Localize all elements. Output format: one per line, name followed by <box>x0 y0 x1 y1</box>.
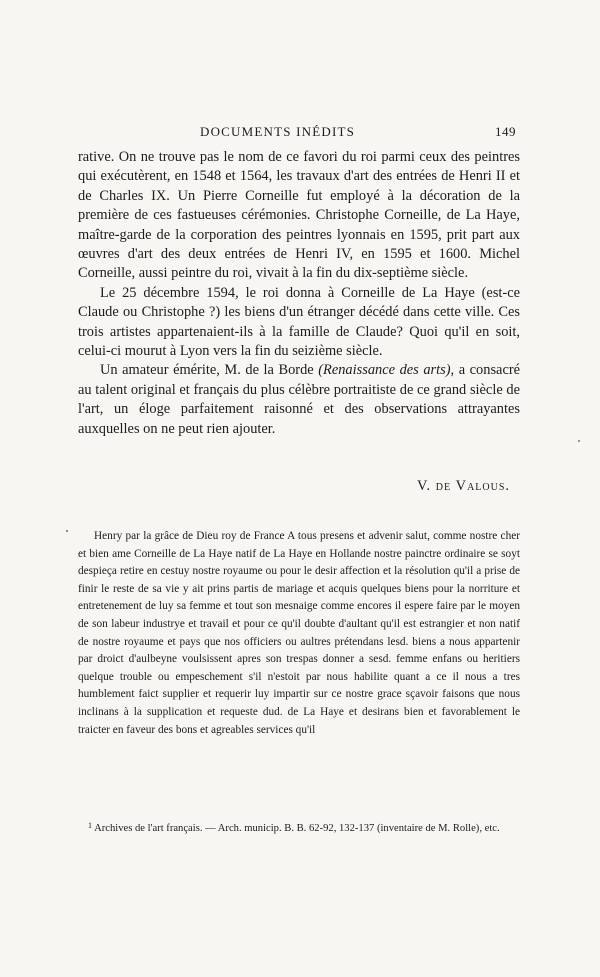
running-title: DOCUMENTS INÉDITS <box>200 124 356 139</box>
signature-initial: V. de <box>417 478 452 494</box>
signature-surname: Valous. <box>455 478 510 494</box>
footnote-paragraph <box>78 818 520 837</box>
paragraph-2 <box>78 284 520 362</box>
paragraph-3-book-title: (Renaissance des arts) <box>318 362 451 379</box>
paper-speck <box>66 530 68 532</box>
author-signature <box>417 478 510 495</box>
paragraph-3 <box>78 361 520 439</box>
paragraph-3-text-start: Un amateur émérite, M. de la Borde <box>100 362 319 379</box>
footnote-marker: 1 <box>88 821 92 830</box>
footnote-text: Archives de l'art français. — Arch. municip. B. B. 62-92, 132-137 (inventaire de M. Rolle), etc. <box>94 823 500 834</box>
paper-speck <box>578 440 580 442</box>
main-text <box>78 148 520 439</box>
quoted-document-text: Henry par la grâce de Dieu roy de France A tous presens et advenir salut, comme nostre cher et bien ame Corneille de La Haye natif de La Haye en Hollande nostre painctre ordinaire se soyt despieça retire en cestuy nostre royaume ou pour le desir affection et la résolution qu'il a prise de finir le reste de sa vie y ait prins partis de mariage et acquis quelques biens pour la norriture et entretenement de luy sa femme et tout son mesnaige comme encores il espere faire par le moyen de son labeur industrye et travail et pour ce qu'il doubte d'aultant qu'il est estrangier et non natif de nostre royaume et pays que nos officiers ou aultres prétendans lesd. biens a nous appartenir par droict d'aulbeyne voulsissent apres son trespas donner a sesd. femme enfans ou heritiers quelque trouble ou empeschement s'il n'estoit par nous habilite quant a ce il nous a tres humblement faict supplier et requerir luy impartir sur ce nostre grace sçavoir faisons que nous inclinans à la supplication et requeste dud. de La Haye et desirans bien et favorablement le traicter en faveur des bons et agreables services qu'il <box>78 530 520 736</box>
paragraph-3-text-end: , a consacré au talent original et français du plus célèbre portraitiste de ce grand siècle de l'art, un éloge parfaitement raisonné et des observations attrayantes auxquelles on ne peut rien ajouter. <box>78 362 521 437</box>
paragraph-1: rative. On ne trouve pas le nom de ce favori du roi parmi ceux des peintres qui exécutèrent, en 1548 et 1564, les travaux d'art des entrées de Henri II et de Charles IX. Un Pierre Corneille fut employé à la décoration de la première de ces fastueuses cérémonies. Christophe Corneille, de La Haye, maître-garde de la corporation des peintres lyonnais en 1595, prit part aux œuvres d'art des deux entrées de Henri IV, en 1595 et 1600. Michel Corneille, aussi peintre du roi, vivait à la fin du dix-septième siècle. <box>78 149 520 282</box>
paragraph-2-text: Le 25 décembre 1594, le roi donna à Corneille de La Haye (est-ce Claude ou Christophe ?) les biens d'un étranger décédé dans cette ville. Ces trois artistes appartenaient-ils à la famille de Claude? Quoi qu'il en soit, celui-ci mourut à Lyon vers la fin du seizième siècle. <box>78 284 520 360</box>
page-number: 149 <box>495 124 516 139</box>
footnote <box>78 818 520 837</box>
page-header <box>78 124 520 142</box>
quoted-document <box>78 528 520 739</box>
